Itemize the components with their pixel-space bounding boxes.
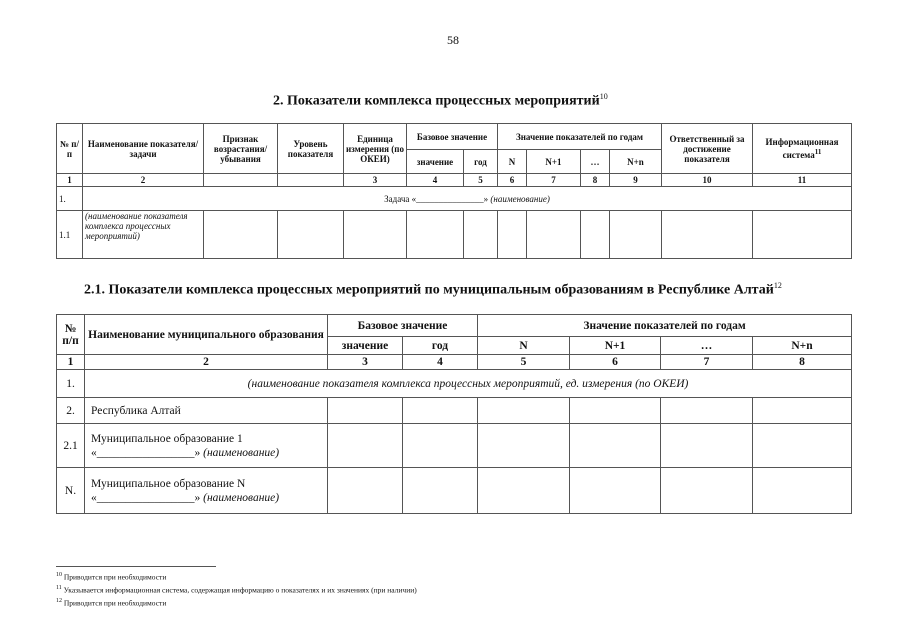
header-info-system — [753, 124, 852, 174]
col-number: 3 — [328, 355, 403, 370]
empty-cell — [570, 424, 661, 468]
empty-cell — [610, 211, 662, 259]
header-year-nn: N+n — [753, 337, 852, 355]
header-mo-name: Наименование муниципального образования — [85, 315, 328, 355]
footnote-ref-11: 11 — [814, 148, 822, 156]
header-base: Базовое значение — [407, 124, 498, 150]
empty-cell — [661, 424, 753, 468]
section-21-title-text: 2.1. Показатели комплекса процессных мероприятий по муниципальным образованиям в Республике Алтай — [84, 282, 774, 298]
header-responsible: Ответственный за достижение показателя — [662, 124, 753, 174]
municipality-title: Муниципальное образование 1 — [91, 432, 243, 445]
empty-cell — [570, 398, 661, 424]
indicator-name-row: (наименование показателя комплекса процессных мероприятий, ед. измерения (по ОКЕИ) — [85, 370, 852, 398]
col-number: 8 — [581, 174, 610, 187]
footnote-number: 10 — [56, 572, 62, 578]
task-row — [83, 187, 852, 211]
col-number: 7 — [661, 355, 753, 370]
empty-cell — [753, 398, 852, 424]
header-base-value: значение — [407, 150, 464, 174]
municipality-note: (наименование) — [203, 491, 280, 504]
empty-cell — [328, 398, 403, 424]
municipal-indicators-table — [56, 314, 852, 514]
empty-cell — [753, 468, 852, 514]
empty-cell — [403, 468, 478, 514]
header-values-by-year: Значение показателей по годам — [478, 315, 852, 337]
col-number — [204, 174, 278, 187]
footnote-text: Приводится при необходимости — [63, 572, 167, 582]
col-number: 1 — [57, 174, 83, 187]
row-num: N. — [57, 468, 85, 514]
empty-cell — [407, 211, 464, 259]
col-number: 9 — [610, 174, 662, 187]
municipality-blank: «_________________» — [91, 491, 204, 504]
col-number: 1 — [57, 355, 85, 370]
footnote-separator — [56, 566, 216, 567]
indicator-name: (наименование показателя комплекса процессных мероприятий) — [83, 211, 204, 259]
empty-cell — [278, 211, 344, 259]
header-year-n1: N+1 — [527, 150, 581, 174]
header-base-year: год — [464, 150, 498, 174]
municipality-title: Муниципальное образование N — [91, 477, 246, 490]
footnote-ref-10: 10 — [599, 92, 608, 101]
header-base-year: год — [403, 337, 478, 355]
col-number: 2 — [83, 174, 204, 187]
task-suffix: » — [483, 193, 491, 204]
empty-cell — [344, 211, 407, 259]
empty-cell — [204, 211, 278, 259]
empty-cell — [661, 398, 753, 424]
row-num: 1. — [57, 370, 85, 398]
header-unit: Единица измерения (по ОКЕИ) — [344, 124, 407, 174]
row-num: 2. — [57, 398, 85, 424]
empty-cell — [478, 398, 570, 424]
header-base: Базовое значение — [328, 315, 478, 337]
task-prefix: Задача « — [384, 193, 417, 204]
header-info-system-text: Информационная система — [765, 137, 839, 160]
empty-cell — [581, 211, 610, 259]
header-name: Наименование показателя/задачи — [83, 124, 204, 174]
empty-cell — [661, 468, 753, 514]
header-year-n1: N+1 — [570, 337, 661, 355]
header-values-by-year: Значение показателей по годам — [498, 124, 662, 150]
empty-cell — [478, 424, 570, 468]
section-2-title — [273, 92, 608, 110]
footnote-text: Указывается информационная система, содержащая информацию о показателях и их значениях (при наличии) — [63, 585, 417, 595]
section-21-title — [84, 281, 782, 299]
empty-cell — [662, 211, 753, 259]
section-2-title-text: 2. Показатели комплекса процессных мероприятий — [273, 93, 600, 109]
header-sign: Признак возрастания/ убывания — [204, 124, 278, 174]
empty-cell — [403, 424, 478, 468]
empty-cell — [570, 468, 661, 514]
empty-cell — [498, 211, 527, 259]
header-year-n: N — [478, 337, 570, 355]
col-number: 6 — [570, 355, 661, 370]
col-number: 7 — [527, 174, 581, 187]
municipality-name — [85, 468, 328, 514]
page-number: 58 — [447, 33, 459, 47]
municipality-blank-line — [91, 491, 325, 505]
empty-cell — [527, 211, 581, 259]
municipality-blank: «_________________» — [91, 446, 204, 459]
header-base-value: значение — [328, 337, 403, 355]
col-number: 2 — [85, 355, 328, 370]
header-year-dots: … — [581, 150, 610, 174]
region-name: Республика Алтай — [85, 398, 328, 424]
footnote-text: Приводится при необходимости — [63, 598, 167, 608]
header-year-nn: N+n — [610, 150, 662, 174]
footnote-11 — [56, 585, 417, 595]
header-num: № п/п — [57, 315, 85, 355]
col-number: 3 — [344, 174, 407, 187]
empty-cell — [753, 211, 852, 259]
footnote-number: 11 — [56, 585, 62, 591]
footnote-number: 12 — [56, 598, 62, 604]
col-number: 5 — [464, 174, 498, 187]
empty-cell — [328, 468, 403, 514]
municipality-blank-line — [91, 446, 325, 460]
header-num: № п/п — [57, 124, 83, 174]
col-number: 10 — [662, 174, 753, 187]
col-number: 4 — [407, 174, 464, 187]
col-number: 6 — [498, 174, 527, 187]
header-level: Уровень показателя — [278, 124, 344, 174]
header-year-n: N — [498, 150, 527, 174]
header-year-dots: … — [661, 337, 753, 355]
municipality-note: (наименование) — [203, 446, 280, 459]
col-number: 5 — [478, 355, 570, 370]
empty-cell — [753, 424, 852, 468]
footnote-10 — [56, 572, 166, 582]
task-blank: _______________ — [416, 193, 484, 204]
row-num: 2.1 — [57, 424, 85, 468]
footnote-12 — [56, 598, 166, 608]
municipality-name — [85, 424, 328, 468]
col-number: 8 — [753, 355, 852, 370]
col-number — [278, 174, 344, 187]
indicators-table — [56, 123, 852, 259]
task-note: (наименование) — [490, 193, 550, 204]
footnote-ref-12: 12 — [773, 281, 782, 290]
row-num: 1. — [57, 187, 83, 211]
empty-cell — [328, 424, 403, 468]
col-number: 4 — [403, 355, 478, 370]
empty-cell — [478, 468, 570, 514]
row-num: 1.1 — [57, 211, 83, 259]
empty-cell — [464, 211, 498, 259]
empty-cell — [403, 398, 478, 424]
col-number: 11 — [753, 174, 852, 187]
